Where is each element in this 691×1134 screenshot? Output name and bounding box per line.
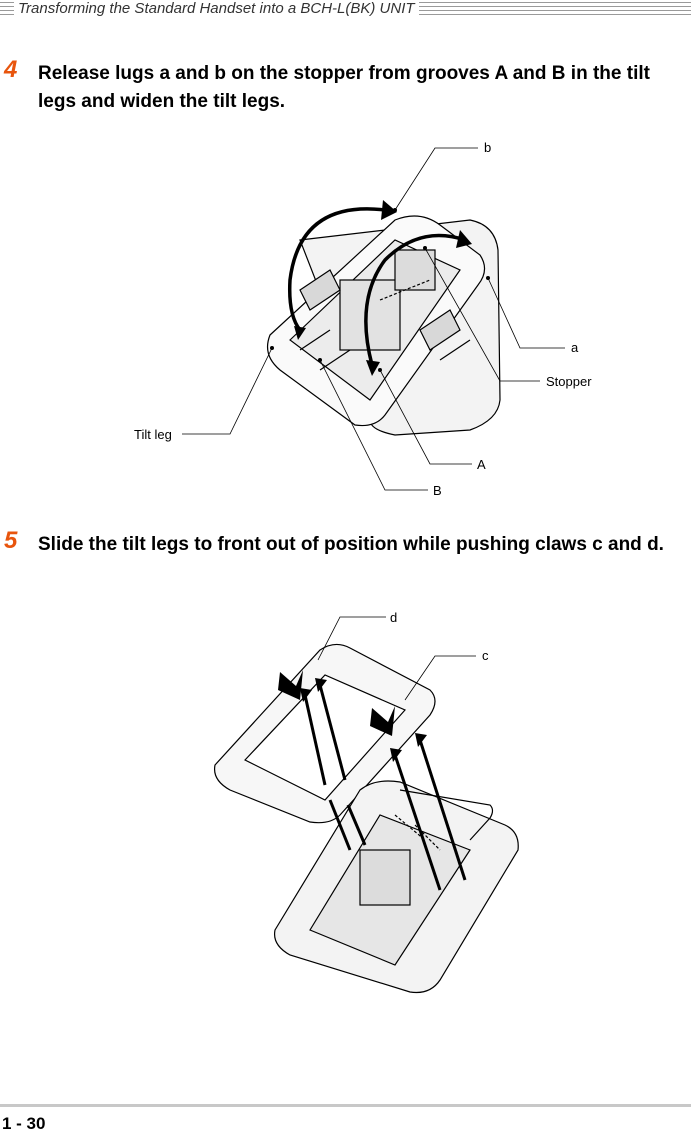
label-claw-c: c bbox=[482, 648, 489, 663]
figure-slide-tilt-legs bbox=[0, 600, 691, 1000]
step-instruction: Release lugs a and b on the stopper from grooves A and B in the tilt legs and widen the tilt legs. bbox=[38, 63, 650, 112]
label-groove-b: B bbox=[433, 483, 442, 498]
page-header-title: Transforming the Standard Handset into a BCH-L(BK) UNIT bbox=[14, 0, 419, 17]
label-tilt-leg: Tilt leg bbox=[134, 427, 172, 442]
step-number: 4 bbox=[4, 56, 18, 83]
page-number: 1 - 30 bbox=[2, 1114, 46, 1133]
step-instruction: Slide the tilt legs to front out of position while pushing claws c and d. bbox=[38, 534, 664, 555]
label-b: b bbox=[484, 140, 492, 155]
footer-rule bbox=[0, 1104, 691, 1107]
figure-release-lugs bbox=[0, 130, 691, 510]
label-stopper: Stopper bbox=[546, 374, 592, 389]
label-claw-d: d bbox=[390, 610, 398, 625]
label-a: a bbox=[571, 340, 579, 355]
label-groove-a: A bbox=[477, 457, 486, 472]
step-number: 5 bbox=[4, 527, 18, 554]
